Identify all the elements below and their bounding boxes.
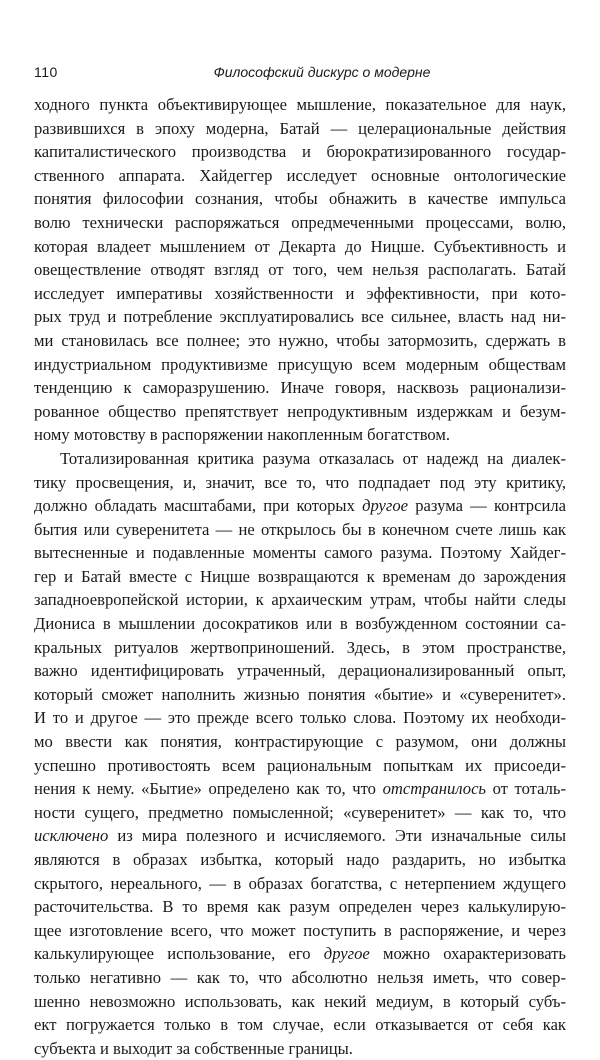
text-run: ект погружается только в том случае, если отказывается от себя как — [34, 1015, 566, 1035]
text-run: из мира полезного и исчисляемого. Эти изначальные силы — [108, 826, 566, 846]
text-line — [34, 990, 566, 1014]
text-line — [34, 730, 566, 754]
text-run: вытесненные и подавленные моменты самого разума. Поэтому Хайдег- — [34, 543, 566, 563]
text-run: мо ввести как понятия, контрастирующие с разумом, они должны — [34, 732, 566, 752]
text-run: овеществление отводят взгляд от того, чем нельзя располагать. Батай — [34, 260, 566, 280]
text-run: ности сущего, предметно помысленной; «суверенитет» — как то, что — [34, 802, 566, 822]
text-line — [34, 518, 566, 542]
text-run: шенно невозможно использовать, как некий медиум, в который субъ- — [34, 991, 566, 1011]
text-run: развившихся в эпоху модерна, Батай — целерациональные действия — [34, 118, 566, 138]
text-run: калькулирующее использование, его — [34, 944, 324, 964]
text-line — [34, 895, 566, 919]
text-line — [34, 659, 566, 683]
text-line — [34, 565, 566, 589]
text-run: расточительства. В то время как разум определен через калькулирую- — [34, 897, 566, 917]
text-run: бытия или суверенитета — не открылось бы в конечном счете лишь как — [34, 519, 566, 539]
text-run: разума — контрсила — [408, 496, 566, 516]
text-line — [34, 258, 566, 282]
text-run: щее изготовление всего, что может поступить в распоряжение, и через — [34, 920, 566, 940]
text-line — [34, 966, 566, 990]
text-run: можно охарактеризовать — [369, 944, 566, 964]
text-run: скрытого, нереального, — в образах богатства, с нетерпением ждущего — [34, 873, 566, 893]
text-run: волю технически распоряжаться опредмеченными процессами, волю, — [34, 212, 566, 232]
text-run: которая владеет мышлением от Декарта до Ницше. Субъективность и — [34, 236, 566, 256]
text-line — [34, 376, 566, 400]
text-run: кральных ритуалов жертвоприношений. Здесь, в этом пространстве, — [34, 637, 566, 657]
text-run: капиталистического производства и бюрократизированного государ- — [34, 142, 566, 162]
text-run: нения к нему. «Бытие» определено как то, что — [34, 779, 383, 799]
text-line — [34, 848, 566, 872]
page-number: 110 — [34, 64, 58, 80]
text-run: гер и Батай вместе с Ницше возвращаются к временам до зарождения — [34, 566, 566, 586]
text-run: западноевропейской истории, к архаическим утрам, чтобы найти следы — [34, 590, 566, 610]
text-line — [34, 1013, 566, 1037]
text-run: должно обладать масштабами, при которых — [34, 496, 363, 516]
text-run: который сможет наполнить жизнью понятия «бытие» и «суверенитет». — [34, 684, 566, 704]
text-run: успешно противостоять всем рациональным попыткам их присоеди- — [34, 755, 566, 775]
text-line — [34, 801, 566, 825]
text-run: ному мотовству в распоряжении накопленным богатством. — [34, 425, 451, 445]
text-line — [34, 282, 566, 306]
text-line — [34, 683, 566, 707]
text-line — [34, 919, 566, 943]
text-run: рых труд и потребление эксплуатировались все сильнее, власть над ни- — [34, 307, 566, 327]
text-line — [34, 541, 566, 565]
text-line — [34, 447, 566, 471]
text-line — [34, 117, 566, 141]
text-line — [34, 305, 566, 329]
text-line — [34, 329, 566, 353]
text-run: тенденцию к саморазрушению. Иначе говоря, насквозь рационализи- — [34, 378, 566, 398]
text-run: индустриальном продуктивизме присущую всем модерным обществам — [34, 354, 566, 374]
text-line — [34, 93, 566, 117]
running-head — [34, 64, 550, 84]
italic-term: другое — [323, 944, 370, 964]
text-run: важно идентифицировать утраченный, дерационализированный опыт, — [34, 661, 566, 681]
text-run: понятия философии сознания, чтобы обнажить в качестве импульса — [34, 189, 566, 209]
text-line — [34, 471, 566, 495]
text-line — [34, 588, 566, 612]
text-run: Тотализированная критика разума отказалась от надежд на диалек- — [60, 448, 566, 468]
text-run: тику просвещения, и, значит, все то, что подпадает под эту критику, — [34, 472, 566, 492]
text-line — [34, 353, 566, 377]
paragraph — [34, 447, 566, 1060]
text-line — [34, 211, 566, 235]
text-line — [34, 140, 566, 164]
text-run: исследует императивы хозяйственности и эффективности, при кото- — [34, 283, 566, 303]
text-line — [34, 636, 566, 660]
text-run: от тоталь- — [485, 779, 566, 799]
text-run: И то и другое — это прежде всего только слова. Поэтому их необходи- — [34, 708, 566, 728]
running-title: Философский дискурс о модерне — [213, 64, 431, 80]
text-line — [34, 754, 566, 778]
text-line — [34, 612, 566, 636]
text-run: ственного аппарата. Хайдеггер исследует основные онтологические — [34, 165, 566, 185]
text-line — [34, 494, 566, 518]
italic-term: другое — [362, 496, 409, 516]
text-line — [34, 164, 566, 188]
paragraph — [34, 93, 566, 447]
text-line — [34, 1037, 566, 1060]
italic-term: отстранилось — [382, 779, 486, 799]
text-line — [34, 942, 566, 966]
body-text — [34, 93, 566, 1060]
text-line — [34, 423, 566, 447]
text-line — [34, 187, 566, 211]
text-run: ми становилась все полнее; это нужно, чтобы затормозить, сдержать в — [34, 330, 566, 350]
text-line — [34, 777, 566, 801]
text-line — [34, 824, 566, 848]
text-line — [34, 235, 566, 259]
text-run: ходного пункта объективирующее мышление, показательное для наук, — [34, 95, 566, 114]
text-line — [34, 400, 566, 424]
text-run: субъекта и выходит за собственные границы. — [34, 1038, 353, 1058]
text-run: Диониса в мышлении досократиков или в возбужденном состоянии са- — [34, 614, 566, 634]
text-run: являются в образах избытка, который надо раздарить, но избытка — [34, 850, 566, 869]
italic-term: исключено — [34, 826, 109, 846]
text-run: только негативно — как то, что абсолютно нельзя иметь, что совер- — [34, 967, 566, 987]
text-line — [34, 872, 566, 896]
text-line — [34, 706, 566, 730]
text-run: рованное общество препятствует непродуктивным издержкам и безум- — [34, 401, 566, 421]
